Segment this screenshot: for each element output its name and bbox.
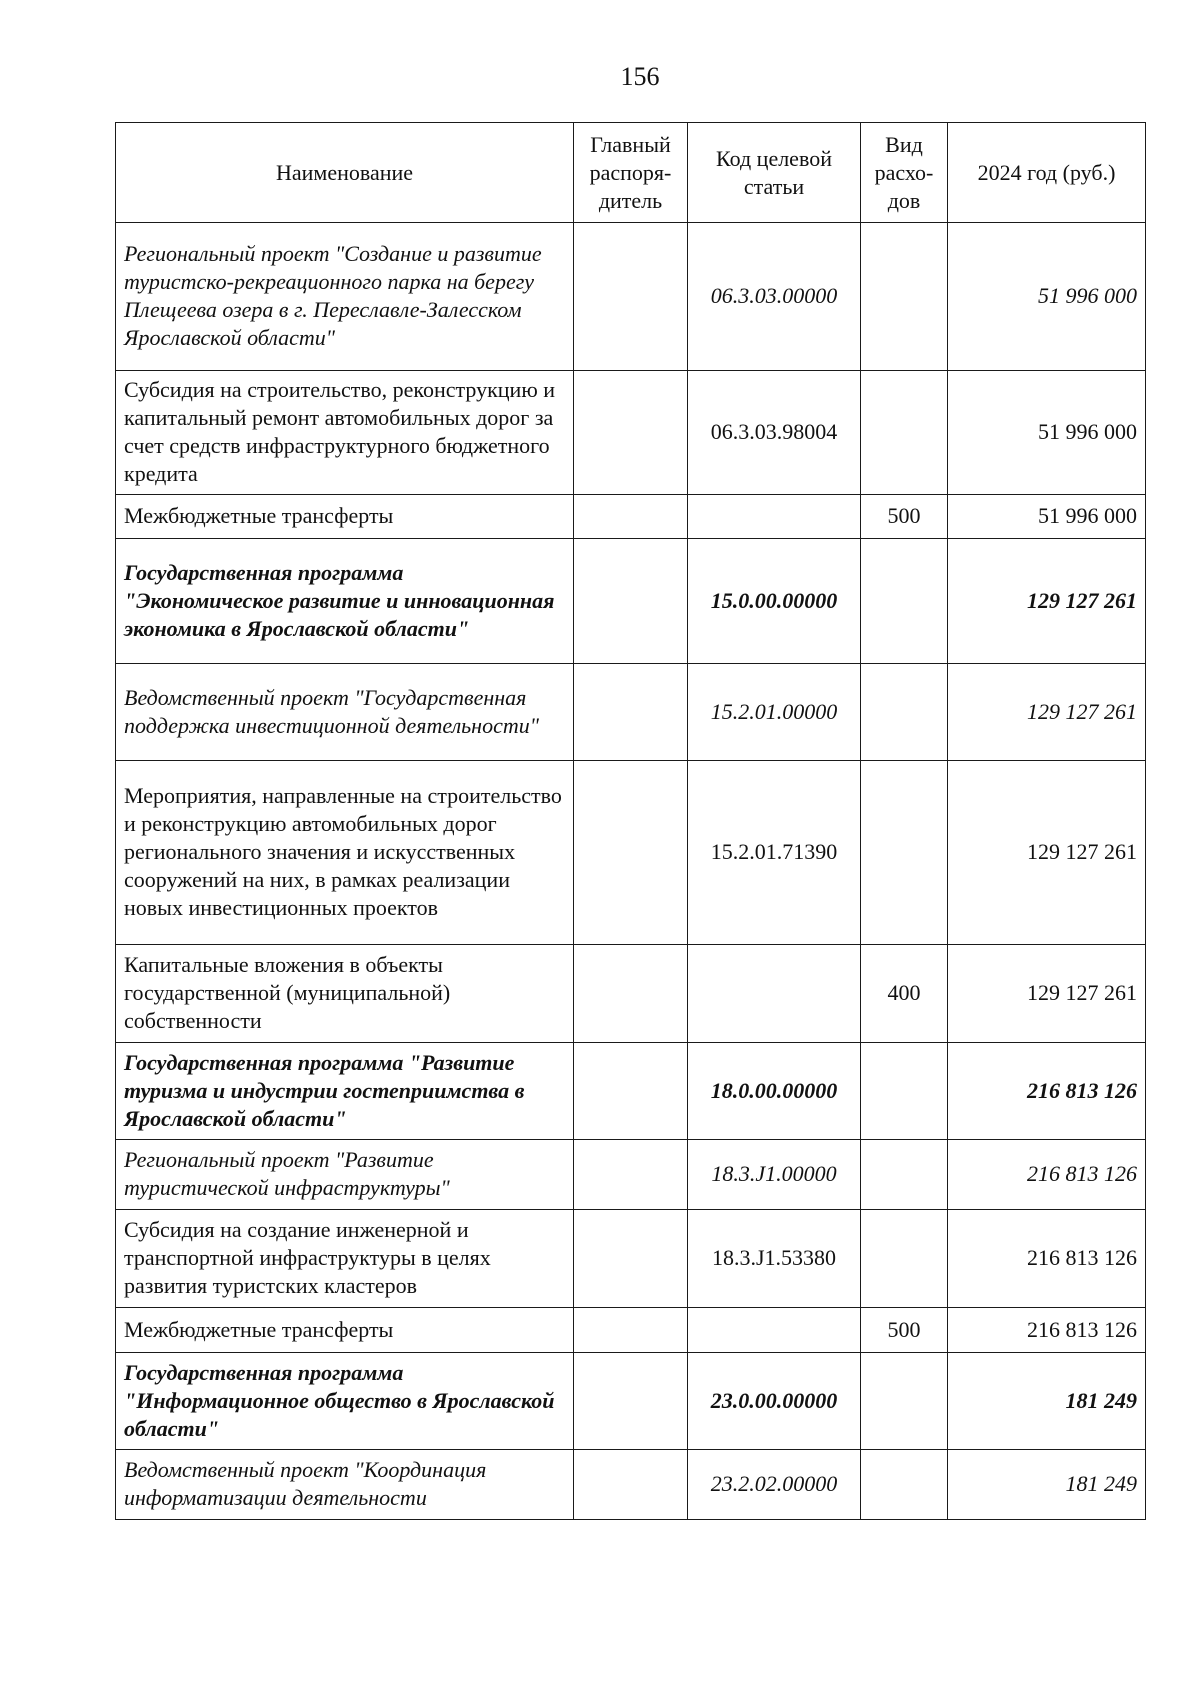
row-kind xyxy=(861,1450,948,1520)
row-amount: 216 813 126 xyxy=(948,1043,1146,1140)
row-amount: 129 127 261 xyxy=(948,664,1146,761)
row-manager xyxy=(574,1140,688,1210)
row-amount: 129 127 261 xyxy=(948,761,1146,945)
table-row xyxy=(116,1353,1146,1450)
row-kind: 400 xyxy=(861,945,948,1043)
table-row xyxy=(116,539,1146,664)
row-name: Межбюджетные трансферты xyxy=(116,1308,574,1353)
row-code: 18.3.J1.00000 xyxy=(688,1140,861,1210)
row-amount: 51 996 000 xyxy=(948,371,1146,495)
table-row xyxy=(116,761,1146,945)
row-kind xyxy=(861,1210,948,1308)
table-header xyxy=(116,123,1146,223)
row-amount: 216 813 126 xyxy=(948,1308,1146,1353)
row-amount: 181 249 xyxy=(948,1353,1146,1450)
row-manager xyxy=(574,945,688,1043)
header-manager: Главный распоря-дитель xyxy=(574,123,688,223)
row-manager xyxy=(574,495,688,539)
row-manager xyxy=(574,1308,688,1353)
page-number: 156 xyxy=(620,62,660,91)
row-manager xyxy=(574,664,688,761)
row-kind xyxy=(861,664,948,761)
table-row xyxy=(116,495,1146,539)
row-name: Субсидия на создание инженерной и транспортной инфраструктуры в целях развития туристских кластеров xyxy=(116,1210,574,1308)
row-kind: 500 xyxy=(861,1308,948,1353)
row-name: Ведомственный проект "Государственная поддержка инвестиционной деятельности" xyxy=(116,664,574,761)
row-code xyxy=(688,945,861,1043)
row-code xyxy=(688,495,861,539)
table-row xyxy=(116,1210,1146,1308)
row-code: 15.2.01.71390 xyxy=(688,761,861,945)
table-row xyxy=(116,1140,1146,1210)
row-code: 06.3.03.98004 xyxy=(688,371,861,495)
header-name: Наименование xyxy=(116,123,574,223)
row-manager xyxy=(574,761,688,945)
row-manager xyxy=(574,1450,688,1520)
row-name: Капитальные вложения в объекты государственной (муниципальной) собственности xyxy=(116,945,574,1043)
budget-table xyxy=(115,122,1146,1520)
table-row xyxy=(116,1308,1146,1353)
row-amount: 181 249 xyxy=(948,1450,1146,1520)
row-code: 06.3.03.00000 xyxy=(688,223,861,371)
row-manager xyxy=(574,539,688,664)
row-code: 15.2.01.00000 xyxy=(688,664,861,761)
row-name: Региональный проект "Создание и развитие туристско-рекреационного парка на берегу Плещеева озера в г. Переславле-Залесском Ярославской области" xyxy=(116,223,574,371)
row-name: Ведомственный проект "Координация информатизации деятельности xyxy=(116,1450,574,1520)
row-manager xyxy=(574,1353,688,1450)
row-manager xyxy=(574,1043,688,1140)
row-name: Государственная программа "Экономическое развитие и инновационная экономика в Ярославской области" xyxy=(116,539,574,664)
table-row xyxy=(116,223,1146,371)
table-row xyxy=(116,371,1146,495)
row-name: Мероприятия, направленные на строительство и реконструкцию автомобильных дорог регионального значения и искусственных сооружений на них, в рамках реализации новых инвестиционных проектов xyxy=(116,761,574,945)
row-amount: 216 813 126 xyxy=(948,1140,1146,1210)
row-kind xyxy=(861,223,948,371)
row-code: 23.0.00.00000 xyxy=(688,1353,861,1450)
row-kind xyxy=(861,1043,948,1140)
row-amount: 129 127 261 xyxy=(948,945,1146,1043)
row-kind xyxy=(861,1353,948,1450)
row-name: Межбюджетные трансферты xyxy=(116,495,574,539)
header-kind: Вид расхо-дов xyxy=(861,123,948,223)
row-code: 18.3.J1.53380 xyxy=(688,1210,861,1308)
row-amount: 129 127 261 xyxy=(948,539,1146,664)
table-row xyxy=(116,664,1146,761)
row-code: 23.2.02.00000 xyxy=(688,1450,861,1520)
table-row xyxy=(116,1450,1146,1520)
row-code: 18.0.00.00000 xyxy=(688,1043,861,1140)
row-manager xyxy=(574,223,688,371)
row-name: Государственная программа "Информационное общество в Ярославской области" xyxy=(116,1353,574,1450)
row-manager xyxy=(574,1210,688,1308)
row-amount: 216 813 126 xyxy=(948,1210,1146,1308)
row-name: Государственная программа "Развитие туризма и индустрии гостеприимства в Ярославской области" xyxy=(116,1043,574,1140)
row-code: 15.0.00.00000 xyxy=(688,539,861,664)
row-kind xyxy=(861,539,948,664)
row-kind: 500 xyxy=(861,495,948,539)
row-code xyxy=(688,1308,861,1353)
table-row xyxy=(116,945,1146,1043)
row-amount: 51 996 000 xyxy=(948,495,1146,539)
row-name: Региональный проект "Развитие туристической инфраструктуры" xyxy=(116,1140,574,1210)
row-kind xyxy=(861,761,948,945)
header-code: Код целевой статьи xyxy=(688,123,861,223)
row-manager xyxy=(574,371,688,495)
row-kind xyxy=(861,371,948,495)
header-amount: 2024 год (руб.) xyxy=(948,123,1146,223)
row-kind xyxy=(861,1140,948,1210)
row-amount: 51 996 000 xyxy=(948,223,1146,371)
table-row xyxy=(116,1043,1146,1140)
row-name: Субсидия на строительство, реконструкцию и капитальный ремонт автомобильных дорог за счет средств инфраструктурного бюджетного кредита xyxy=(116,371,574,495)
